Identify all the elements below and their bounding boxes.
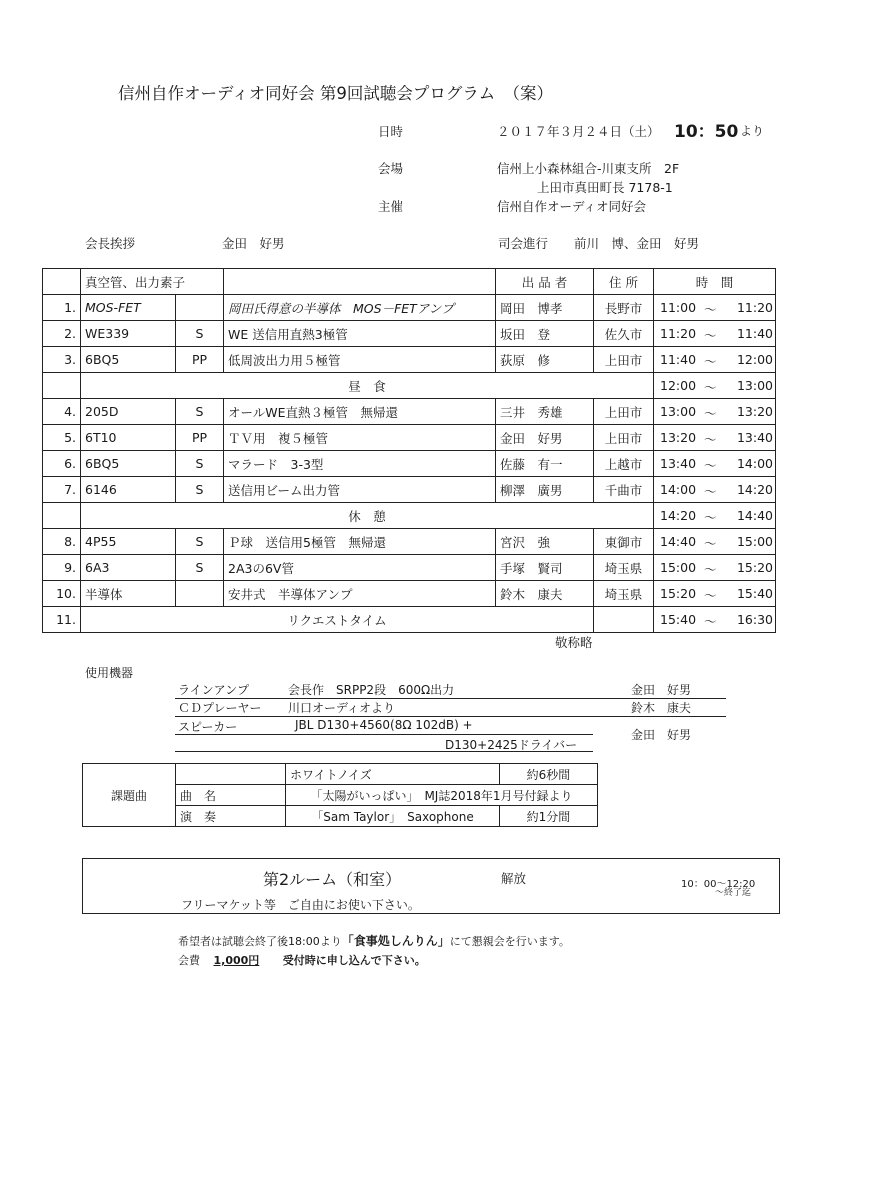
table-row <box>43 503 776 529</box>
row-exhibitor: 三井 秀雄 <box>496 399 594 425</box>
table-row <box>43 529 776 555</box>
row-address: 埼玉県 <box>594 555 654 581</box>
row-time-start: 12:00 <box>660 378 697 393</box>
row-time-sep: ～ <box>704 588 717 603</box>
break-label: 昼 食 <box>81 373 654 399</box>
venue-label: 会場 <box>378 161 404 176</box>
song-row1-duration: 約6秒間 <box>500 764 598 785</box>
row-time-end: 14:00 <box>736 456 774 471</box>
room2-box <box>82 858 780 914</box>
row-number: 3. <box>43 347 81 373</box>
row-description: ＴＶ用 複５極管 <box>224 425 496 451</box>
host-value: 信州自作オーディオ同好会 <box>497 199 647 214</box>
row-time-end: 13:40 <box>736 430 774 445</box>
song-row3-value: 「Sam Taylor」 Saxophone <box>286 806 500 827</box>
row-time-end: 13:00 <box>736 378 774 393</box>
row-time <box>654 347 776 373</box>
header-time: 時 間 <box>654 269 776 295</box>
row-time-start: 15:40 <box>660 612 697 627</box>
host-label: 主催 <box>378 199 404 214</box>
table-row <box>43 555 776 581</box>
row-description: Ｐ球 送信用5極管 無帰還 <box>224 529 496 555</box>
row-address: 長野市 <box>594 295 654 321</box>
row-mode: PP <box>176 347 224 373</box>
row-time-end: 11:20 <box>736 300 774 315</box>
table-row <box>43 607 776 633</box>
row-exhibitor: 手塚 賢司 <box>496 555 594 581</box>
row-address: 埼玉県 <box>594 581 654 607</box>
row-time <box>654 581 776 607</box>
row-mode <box>176 295 224 321</box>
row-description: マラード 3-3型 <box>224 451 496 477</box>
row-description: 低周波出力用５極管 <box>224 347 496 373</box>
row-description: 2A3の6V管 <box>224 555 496 581</box>
row-address: 上田市 <box>594 425 654 451</box>
venue-line1: 信州上小森林組合-川東支所 2F <box>497 161 680 176</box>
row-description: WE 送信用直熱3極管 <box>224 321 496 347</box>
row-number: 11. <box>43 607 81 633</box>
row-number: 2. <box>43 321 81 347</box>
row-time-end: 16:30 <box>736 612 774 627</box>
table-row <box>43 373 776 399</box>
row-mode <box>176 581 224 607</box>
row-time-end: 13:20 <box>736 404 774 419</box>
line-amp-owner: 金田 好男 <box>631 683 692 697</box>
equipment-speaker <box>175 716 726 752</box>
row-time-sep: ～ <box>704 354 717 369</box>
speaker-bottom-line <box>175 751 593 752</box>
row-time-end: 15:00 <box>736 534 774 549</box>
greeting-label: 会長挨拶 <box>85 236 136 251</box>
row-time-sep: ～ <box>704 432 717 447</box>
song-row2-value: 「太陽がいっぱい」 MJ誌2018年1月号付録より <box>286 785 598 806</box>
row-exhibitor: 岡田 博孝 <box>496 295 594 321</box>
row-tube: 4P55 <box>81 529 176 555</box>
row-description: 安井式 半導体アンプ <box>224 581 496 607</box>
row-time-start: 15:20 <box>660 586 697 601</box>
row-mode: S <box>176 477 224 503</box>
row-exhibitor: 鈴木 康夫 <box>496 581 594 607</box>
speaker-value1: JBL D130+4560(8Ω 102dB) + <box>295 718 473 732</box>
songs-label: 課題曲 <box>83 764 176 827</box>
venue-line2: 上田市真田町長 7178-1 <box>537 180 673 195</box>
row-time-sep: ～ <box>704 328 717 343</box>
row-time-sep: ～ <box>704 562 717 577</box>
footer-line1 <box>178 932 570 949</box>
row-mode: S <box>176 555 224 581</box>
row-time-start: 14:20 <box>660 508 697 523</box>
row-time-start: 15:00 <box>660 560 697 575</box>
row-tube: 6A3 <box>81 555 176 581</box>
row-exhibitor: 坂田 登 <box>496 321 594 347</box>
row-number: 6. <box>43 451 81 477</box>
room2-time-line2: ～終了迄 <box>715 888 752 898</box>
row-description: オールWE直熱３極管 無帰還 <box>224 399 496 425</box>
row-description: 送信用ビーム出力管 <box>224 477 496 503</box>
row-number: 4. <box>43 399 81 425</box>
footer-line1-bold: 「食事処しんりん」 <box>341 934 450 948</box>
greeting-name: 金田 好男 <box>222 236 285 251</box>
fee-note: 受付時に申し込んで下さい。 <box>282 954 426 967</box>
row-address: 佐久市 <box>594 321 654 347</box>
row-time <box>654 373 776 399</box>
row-time <box>654 529 776 555</box>
line-amp-value: 会長作 SRPP2段 600Ω出力 <box>288 683 455 697</box>
row-time <box>654 477 776 503</box>
table-header <box>43 269 776 295</box>
row-time-end: 14:20 <box>736 482 774 497</box>
row-tube: 205D <box>81 399 176 425</box>
equipment-title: 使用機器 <box>85 666 134 680</box>
song-row3-label: 演 奏 <box>176 806 286 827</box>
speaker-owner: 金田 好男 <box>631 728 692 742</box>
row-time <box>654 425 776 451</box>
row-number: 8. <box>43 529 81 555</box>
row-tube: MOS-FET <box>81 295 176 321</box>
header-exhibitor: 出 品 者 <box>496 269 594 295</box>
row-mode: S <box>176 399 224 425</box>
row-tube: 6BQ5 <box>81 451 176 477</box>
row-tube: 半導体 <box>81 581 176 607</box>
row-time-start: 11:40 <box>660 352 697 367</box>
table-row <box>43 321 776 347</box>
song-row3-duration: 約1分間 <box>500 806 598 827</box>
song-row-1 <box>83 764 598 785</box>
row-time-sep: ～ <box>704 380 717 395</box>
row-time-start: 14:40 <box>660 534 697 549</box>
date-label: 日時 <box>378 124 404 139</box>
row-exhibitor: 金田 好男 <box>496 425 594 451</box>
date-value: ２０１７年３月２４日（土） <box>497 124 660 139</box>
table-row <box>43 451 776 477</box>
table-row <box>43 399 776 425</box>
row-tube: 6T10 <box>81 425 176 451</box>
mc-names: 前川 博、金田 好男 <box>574 236 700 251</box>
row-time <box>654 451 776 477</box>
start-time: 10：50 <box>674 122 739 142</box>
row-time-start: 13:20 <box>660 430 697 445</box>
row-time <box>654 295 776 321</box>
row-address: 東御市 <box>594 529 654 555</box>
honorific-note: 敬称略 <box>555 635 593 650</box>
footer-line2 <box>178 952 426 968</box>
fee-value: 1,000円 <box>213 954 260 967</box>
row-time-start: 11:00 <box>660 300 697 315</box>
row-number: 1. <box>43 295 81 321</box>
row-exhibitor: 柳澤 廣男 <box>496 477 594 503</box>
song-row1-value: ホワイトノイズ <box>286 764 500 785</box>
row-number: 10. <box>43 581 81 607</box>
row-description: 岡田氏得意の半導体 MOS－FETアンプ <box>224 295 496 321</box>
table-row <box>43 581 776 607</box>
page-title: 信州自作オーディオ同好会 第9回試聴会プログラム （案） <box>118 84 554 103</box>
request-label: リクエストタイム <box>81 607 594 633</box>
speaker-value2: D130+2425ドライバー <box>445 738 578 752</box>
row-time-sep: ～ <box>704 510 717 525</box>
row-address: 千曲市 <box>594 477 654 503</box>
row-time <box>654 399 776 425</box>
equipment-line-amp <box>175 680 726 699</box>
cd-label: ＣＤプレーヤー <box>178 701 262 715</box>
row-mode: PP <box>176 425 224 451</box>
row-mode: S <box>176 529 224 555</box>
header-address: 住 所 <box>594 269 654 295</box>
row-number <box>43 373 81 399</box>
room2-desc: フリーマケット等 ご自由にお使い下さい。 <box>181 898 420 912</box>
row-time <box>654 321 776 347</box>
row-address: 上越市 <box>594 451 654 477</box>
row-number: 9. <box>43 555 81 581</box>
row-time <box>654 555 776 581</box>
line-amp-label: ラインアンプ <box>178 683 250 697</box>
header-tube: 真空管、出力素子 <box>81 269 224 295</box>
cd-value: 川口オーディオより <box>288 701 396 715</box>
row-time-sep: ～ <box>704 536 717 551</box>
equipment-cd <box>175 698 726 717</box>
row-address <box>594 607 654 633</box>
row-time-start: 13:00 <box>660 404 697 419</box>
fee-label: 会費 <box>178 954 200 967</box>
mc-label: 司会進行 <box>498 236 549 251</box>
row-time-sep: ～ <box>704 614 717 629</box>
row-time-sep: ～ <box>704 484 717 499</box>
row-number <box>43 503 81 529</box>
row-time-sep: ～ <box>704 458 717 473</box>
song-row2-label: 曲 名 <box>176 785 286 806</box>
songs-table <box>82 763 598 827</box>
row-tube: 6BQ5 <box>81 347 176 373</box>
cd-owner: 鈴木 康夫 <box>631 701 692 715</box>
row-time-sep: ～ <box>704 406 717 421</box>
table-row <box>43 347 776 373</box>
table-row <box>43 477 776 503</box>
speaker-label: スピーカー <box>178 720 238 734</box>
row-exhibitor: 荻原 修 <box>496 347 594 373</box>
speaker-divider <box>175 734 593 735</box>
row-time-start: 14:00 <box>660 482 697 497</box>
table-row <box>43 425 776 451</box>
row-mode: S <box>176 451 224 477</box>
row-time-start: 13:40 <box>660 456 697 471</box>
room2-time-line1: 10：00～12:20 <box>681 879 756 890</box>
row-exhibitor: 佐藤 有一 <box>496 451 594 477</box>
row-time-end: 15:40 <box>736 586 774 601</box>
program-table <box>42 268 776 633</box>
break-label: 休 憩 <box>81 503 654 529</box>
row-time <box>654 607 776 633</box>
row-tube: 6146 <box>81 477 176 503</box>
row-exhibitor: 宮沢 強 <box>496 529 594 555</box>
row-tube: WE339 <box>81 321 176 347</box>
row-time-end: 12:00 <box>736 352 774 367</box>
footer-line1-post: にて懇親会を行います。 <box>449 935 570 948</box>
row-time <box>654 503 776 529</box>
footer-line1-pre: 希望者は試聴会終了後18:00より <box>178 935 342 948</box>
row-mode: S <box>176 321 224 347</box>
row-time-start: 11:20 <box>660 326 697 341</box>
room2-title: 第2ルーム（和室） <box>263 870 402 889</box>
row-number: 5. <box>43 425 81 451</box>
row-time-end: 15:20 <box>736 560 774 575</box>
row-time-end: 11:40 <box>736 326 774 341</box>
start-time-suffix: より <box>740 124 765 138</box>
row-time-end: 14:40 <box>736 508 774 523</box>
table-row <box>43 295 776 321</box>
row-address: 上田市 <box>594 399 654 425</box>
row-number: 7. <box>43 477 81 503</box>
room2-status: 解放 <box>501 871 527 886</box>
row-address: 上田市 <box>594 347 654 373</box>
row-time-sep: ～ <box>704 302 717 317</box>
